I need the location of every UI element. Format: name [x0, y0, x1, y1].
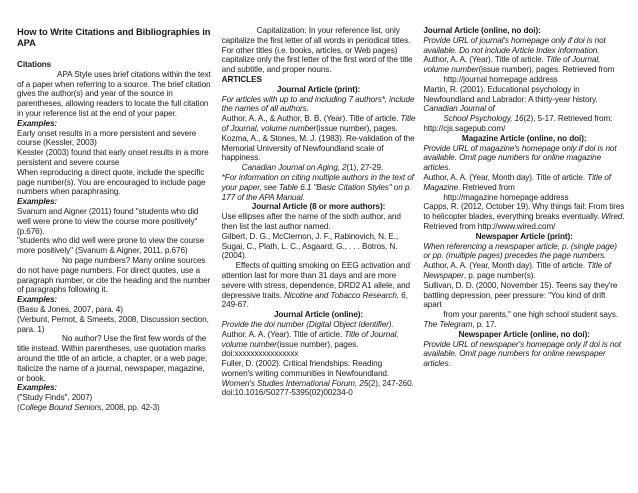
text-run: When referencing a newspaper article, p. (single page) or pp. (multiple pages) precedes the page numbers. [423, 241, 617, 261]
text-run: Newspaper Article (online, no doi): [458, 329, 590, 339]
instruction [222, 95, 416, 115]
text-run: Examples: [17, 197, 58, 207]
subsection-heading [222, 85, 416, 95]
text-run: Journal Article (8 or more authors): [251, 202, 386, 212]
text-run: The Telegram [423, 319, 473, 329]
text-run: (2), 5-17. Retrieved from: http://cjs.sagepub.com/ [423, 114, 613, 133]
subsection-heading [423, 330, 625, 340]
text-run: Wired [601, 212, 623, 222]
text-run: Author, A. A. (Year). Title of article. [221, 329, 345, 339]
citation-example [222, 232, 416, 261]
citation-template [423, 261, 625, 281]
text-run: from your parents," one high school student says. [443, 310, 618, 320]
citation-template [423, 193, 625, 203]
subsection-heading [423, 232, 625, 242]
text-run: (issue number), pages. doi:xxxxxxxxxxxxxxxx [221, 339, 359, 359]
citation-example [423, 202, 625, 231]
text-run: Author, A. A., & Author, B. B. (Year). Title of article. [221, 114, 401, 124]
text-run: Examples: [17, 295, 58, 305]
citation-example [17, 129, 214, 149]
text-run: Author, A. A. (Year). Title of article. [423, 55, 547, 65]
examples-label [17, 383, 214, 393]
instruction [222, 320, 416, 330]
paragraph [17, 256, 214, 295]
citation-example [17, 403, 214, 413]
text-run: Martin, R. (2001). Educational psychology in Newfoundland and Labrador: A thirty-year history. [423, 84, 598, 104]
text-run: , p. 17. [472, 319, 497, 329]
text-run: (Basu & Jones, 2007, para. 4) [17, 304, 123, 314]
text-run: ARTICLES [221, 74, 262, 84]
spacer [17, 48, 214, 60]
text-run: "students who did well were prone to view the course more positively" (Svanum & Aigner, 2011, p.676) [17, 236, 205, 256]
text-run: Effects of quitting smoking on EEG activation and attention last for more than 31 days and are more severe with stress, dependence, DRD2 A1 allele, and depressive traits. [221, 261, 410, 300]
column-1 [17, 26, 214, 493]
citation-example [17, 207, 214, 236]
citation-example [222, 163, 416, 173]
text-run: Title of Journal, volume number [221, 329, 399, 349]
text-run: Gilbert, D. G., McClernon, J. F., Rabinovich, N. E., Sugai, C., Plath, L. C., Asgaard, G., . . . Botros, N. (2004). [221, 231, 399, 261]
text-run: Newspaper Article (print): [475, 231, 573, 241]
text-run: When reproducing a direct quote, include the specific page number(s). You are encouraged to include page numbers when paraphrasing. [17, 167, 206, 197]
text-run: . Retrieved from http://www.wired.com/ [423, 212, 625, 231]
citation-template [423, 55, 625, 75]
footnote [222, 173, 416, 202]
instruction [423, 36, 625, 56]
subsection-heading [222, 310, 416, 320]
text-run: , 249-67. [221, 290, 408, 310]
text-run: Journal Article (online): [273, 310, 364, 320]
text-run: *For information on citing multiple authors in the text of your paper, see Table 6.1 "Basic Citation Styles" on p. 177 of the APA Manual. [221, 172, 414, 202]
citation-example [423, 85, 625, 114]
text-run: Author, A. A. (Year, Month day). Title of article. [423, 172, 588, 182]
instruction [222, 212, 416, 232]
text-run: Title of Journal, volume number [423, 55, 601, 75]
text-run: Examples: [17, 383, 58, 393]
text-run: Title of Newspaper [423, 261, 611, 280]
text-run: Fuller, D. (2002). Critical friendships: Reading women's writing communities in Newfoundland. [221, 359, 390, 378]
text-run: No page numbers? Many online sources do not have page numbers. For direct quotes, use a paragraph number, or cite the heading and the number of paragraphs following it. [17, 255, 211, 295]
citation-example [423, 310, 625, 330]
text-run: For articles with up to and including 7 authors*, include the names of all authors. [221, 94, 415, 114]
citation-example [17, 236, 214, 256]
text-run: Journal Article (print): [276, 84, 361, 94]
paragraph [17, 70, 214, 119]
text-run: APA Style uses brief citations within the text of a paper when referring to a source. The brief citation gives the author(s) and year of the source in parentheses, allowing readers to locate the full citation in your reference list at the end of your paper. [17, 69, 211, 118]
subsection-heading [222, 202, 416, 212]
text-run: , p. page number(s). [463, 270, 536, 280]
text-run: Svanum and Aigner (2011) found "students who did well were prone to view the course more positively" (p.676). [17, 206, 199, 236]
text-run: Nicotine and Tobacco Research, 6 [283, 290, 406, 300]
text-run: (1), 27-29. [346, 163, 384, 173]
text-run: Canadian Journal of [423, 104, 495, 114]
text-run: Capitalization: In your reference list, only capitalize the first letter of all words in periodical titles. For other titles (i.e. books, articles, or Web pages) capitalize only the first letter of the first word of the title and subtitle, and proper nouns. [221, 26, 413, 75]
citation-example [423, 114, 625, 134]
document-title [17, 26, 214, 48]
text-run: Provide the doi number (Digital Object Identifier). [221, 319, 394, 329]
citation-example [222, 261, 416, 310]
text-run: Use ellipses after the name of the sixth author, and then list the last author named. [221, 212, 401, 231]
examples-label [17, 119, 214, 129]
section-heading [222, 75, 416, 85]
citation-example [222, 134, 416, 163]
text-run: No author? Use the first few words of the title instead. Within parentheses, use quotation marks around the title of an article, a chapter, or a web page; Italicize the name of a journal, newspaper, magazine, or book. [17, 334, 208, 383]
citation-template [222, 330, 416, 359]
text-run: Provide URL of journal's homepage only if doi is not available. Do not include Article Index information. [423, 35, 606, 55]
instruction [423, 340, 625, 369]
text-run: Canadian Journal on Aging, 2 [241, 163, 347, 173]
column-2 [222, 26, 416, 493]
citation-example [17, 393, 214, 403]
citation-template [222, 114, 416, 134]
text-run: Citations [17, 60, 52, 69]
column-3 [423, 26, 625, 493]
text-run: (2), 247-260. doi:10.1016/S0277-5395(02)00234-0 [221, 378, 414, 398]
paragraph [17, 334, 214, 383]
instruction [423, 144, 625, 173]
text-run: Sullivan, D. D. (2000, November 15). Teens say they're battling depression, peer pressure: "You kind of drift apart [423, 280, 618, 310]
text-run: School Psychology, 16 [443, 114, 524, 124]
text-run: Journal Article (online, no doi): [423, 26, 541, 35]
text-run: Title of Magazine [423, 172, 611, 192]
text-run: Provide URL of magazine's homepage only if doi is not available. Omit page numbers for online magazine articles. [423, 143, 617, 173]
text-run: http://journal homepage address [443, 74, 558, 84]
citation-example [17, 148, 214, 168]
citation-template [423, 173, 625, 193]
subsection-heading [423, 26, 625, 36]
text-run: Author, A. A. (Year, Month day). Title of article. [423, 261, 588, 271]
text-run: Women's Studies International Forum, 25 [221, 378, 369, 388]
examples-label [17, 197, 214, 207]
text-run: Examples: [17, 118, 58, 128]
text-run: (issue number), pages. Retrieved from [478, 65, 615, 75]
citation-example [222, 359, 416, 398]
text-run: Kozma, A., & Stones, M. J. (1983). Re-validation of the Memorial University of Newfoundland scale of happiness. [221, 133, 415, 163]
text-run: (issue number), pages. [316, 123, 398, 133]
paragraph [222, 26, 416, 75]
text-run: Capps, R. (2012, October 19). Why things fail: From tires to helicopter blades, everything breaks eventually. [423, 202, 625, 222]
text-run: Title of Journal, volume number [221, 114, 416, 133]
paragraph [17, 168, 214, 197]
subsection-heading [423, 134, 625, 144]
text-run: Early onset results in a more persistent and severe course (Kessler, 2003) [17, 128, 197, 148]
text-run: (Verbunt, Pernot, & Smeets, 2008, Discussion section, para. 1) [17, 314, 209, 334]
text-run: http://magazine homepage address [443, 192, 569, 202]
text-run: . Retrieved from [458, 182, 515, 192]
text-run: College Bound Seniors [19, 402, 102, 412]
examples-label [17, 295, 214, 305]
text-run: , 2008, pp. 42-3) [101, 402, 160, 412]
citation-example [17, 315, 214, 335]
text-run: How to Write Citations and Bibliographies in APA [17, 26, 211, 48]
citation-template [423, 75, 625, 85]
text-run: Kessler (2003) found that early onset results in a more persistent and severe course [17, 148, 209, 167]
instruction [423, 242, 625, 262]
text-run: ( [17, 402, 20, 412]
citation-example [17, 305, 214, 315]
citation-example [423, 281, 625, 310]
section-heading [17, 60, 214, 70]
text-run: Provide URL of newspaper's homepage only if doi is not available. Omit page numbers for online newspaper articles. [423, 339, 621, 369]
text-run: ("Study Finds", 2007) [17, 393, 93, 403]
text-run: Magazine Article (online, no doi): [461, 133, 587, 143]
